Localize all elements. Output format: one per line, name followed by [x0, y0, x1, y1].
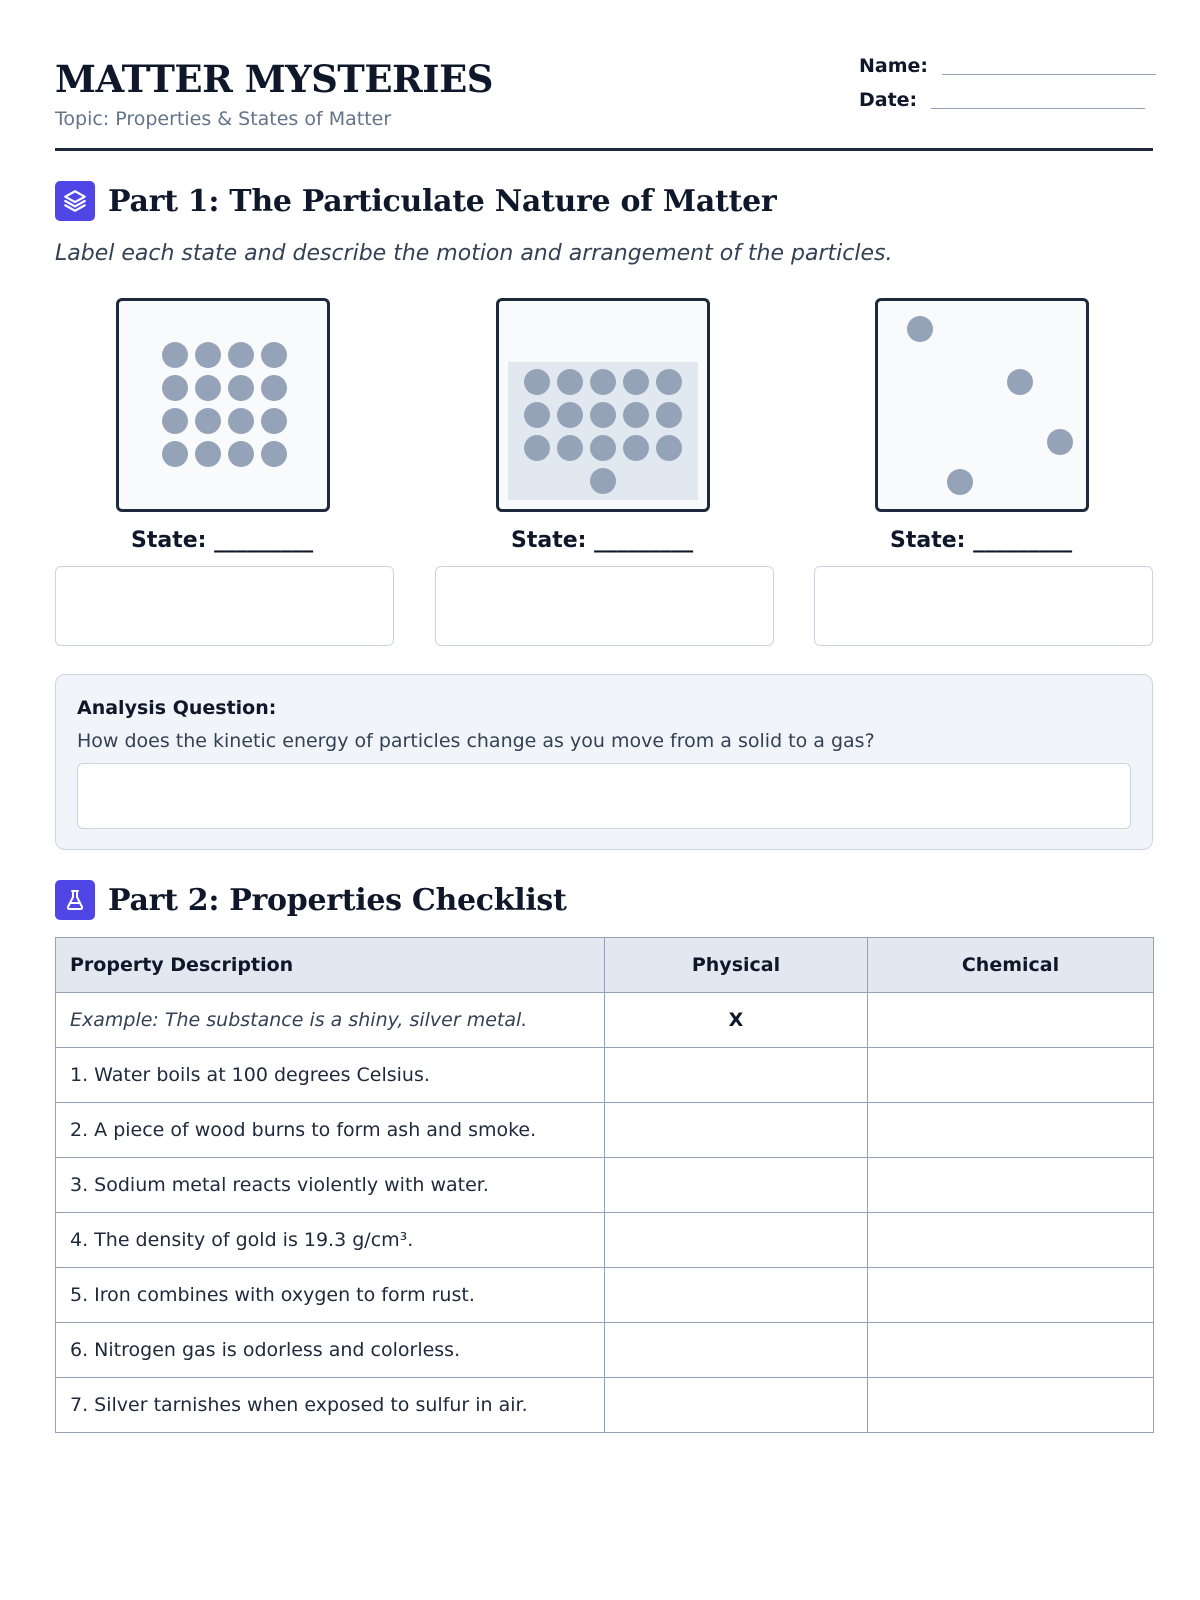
state-answer-box-1[interactable]: [55, 566, 394, 646]
table-row: [56, 1103, 1154, 1158]
table-row: [56, 1213, 1154, 1268]
worksheet-subtitle: Topic: Properties & States of Matter: [55, 108, 392, 130]
flask-icon: [55, 880, 95, 920]
physical-cell[interactable]: [605, 1323, 868, 1378]
date-label: Date:: [859, 89, 918, 111]
physical-cell[interactable]: [605, 1378, 868, 1433]
state-label-2: State: _________: [511, 528, 694, 553]
table-row-example: [56, 993, 1154, 1048]
row-description: 5. Iron combines with oxygen to form rust.: [56, 1268, 605, 1323]
state-label-1: State: _________: [131, 528, 314, 553]
chemical-cell[interactable]: [868, 1268, 1154, 1323]
physical-cell[interactable]: [605, 1103, 868, 1158]
physical-cell[interactable]: [605, 1048, 868, 1103]
column-header-chemical: Chemical: [868, 938, 1154, 993]
gas-particles: [907, 316, 1073, 495]
analysis-label: Analysis Question:: [77, 697, 277, 719]
properties-table: [55, 937, 1154, 1433]
column-header-description: Property Description: [56, 938, 605, 993]
solid-particles: [162, 342, 287, 467]
chemical-cell[interactable]: [868, 993, 1154, 1048]
row-description: 3. Sodium metal reacts violently with water.: [56, 1158, 605, 1213]
physical-cell[interactable]: [605, 1268, 868, 1323]
table-row: [56, 1048, 1154, 1103]
date-line[interactable]: [931, 108, 1145, 109]
liquid-particle-diagram: [496, 298, 710, 512]
table-row: [56, 1158, 1154, 1213]
part2-heading: [55, 880, 567, 920]
name-line[interactable]: [942, 74, 1156, 75]
row-description: 6. Nitrogen gas is odorless and colorless.: [56, 1323, 605, 1378]
analysis-answer-box[interactable]: [77, 763, 1131, 829]
analysis-question-panel: [55, 674, 1153, 850]
table-header-row: [56, 938, 1154, 993]
chemical-cell[interactable]: [868, 1103, 1154, 1158]
chemical-cell[interactable]: [868, 1323, 1154, 1378]
row-description: 2. A piece of wood burns to form ash and smoke.: [56, 1103, 605, 1158]
table-row: [56, 1268, 1154, 1323]
row-description: Example: The substance is a shiny, silver metal.: [56, 993, 605, 1048]
chemical-cell[interactable]: [868, 1048, 1154, 1103]
part1-instructions: Label each state and describe the motion and arrangement of the particles.: [55, 241, 893, 266]
gas-particle-diagram: [875, 298, 1089, 512]
part1-title: Part 1: The Particulate Nature of Matter: [108, 183, 777, 219]
date-field[interactable]: [859, 89, 1145, 111]
row-description: 4. The density of gold is 19.3 g/cm³.: [56, 1213, 605, 1268]
part2-title: Part 2: Properties Checklist: [108, 882, 567, 918]
worksheet-header: [55, 55, 1153, 151]
part1-heading: [55, 181, 776, 221]
state-answer-box-2[interactable]: [435, 566, 774, 646]
name-label: Name:: [859, 55, 929, 77]
layers-icon: [55, 181, 95, 221]
state-answer-box-3[interactable]: [814, 566, 1153, 646]
solid-particle-diagram: [116, 298, 330, 512]
chemical-cell[interactable]: [868, 1213, 1154, 1268]
chemical-cell[interactable]: [868, 1158, 1154, 1213]
chemical-cell[interactable]: [868, 1378, 1154, 1433]
table-row: [56, 1323, 1154, 1378]
row-description: 7. Silver tarnishes when exposed to sulfur in air.: [56, 1378, 605, 1433]
table-row: [56, 1378, 1154, 1433]
physical-cell[interactable]: [605, 1213, 868, 1268]
analysis-question-text: How does the kinetic energy of particles change as you move from a solid to a gas?: [77, 730, 875, 752]
name-field[interactable]: [859, 55, 1156, 77]
physical-cell[interactable]: X: [605, 993, 868, 1048]
state-label-3: State: _________: [890, 528, 1073, 553]
physical-cell[interactable]: [605, 1158, 868, 1213]
row-description: 1. Water boils at 100 degrees Celsius.: [56, 1048, 605, 1103]
worksheet-title: MATTER MYSTERIES: [55, 57, 494, 101]
column-header-physical: Physical: [605, 938, 868, 993]
